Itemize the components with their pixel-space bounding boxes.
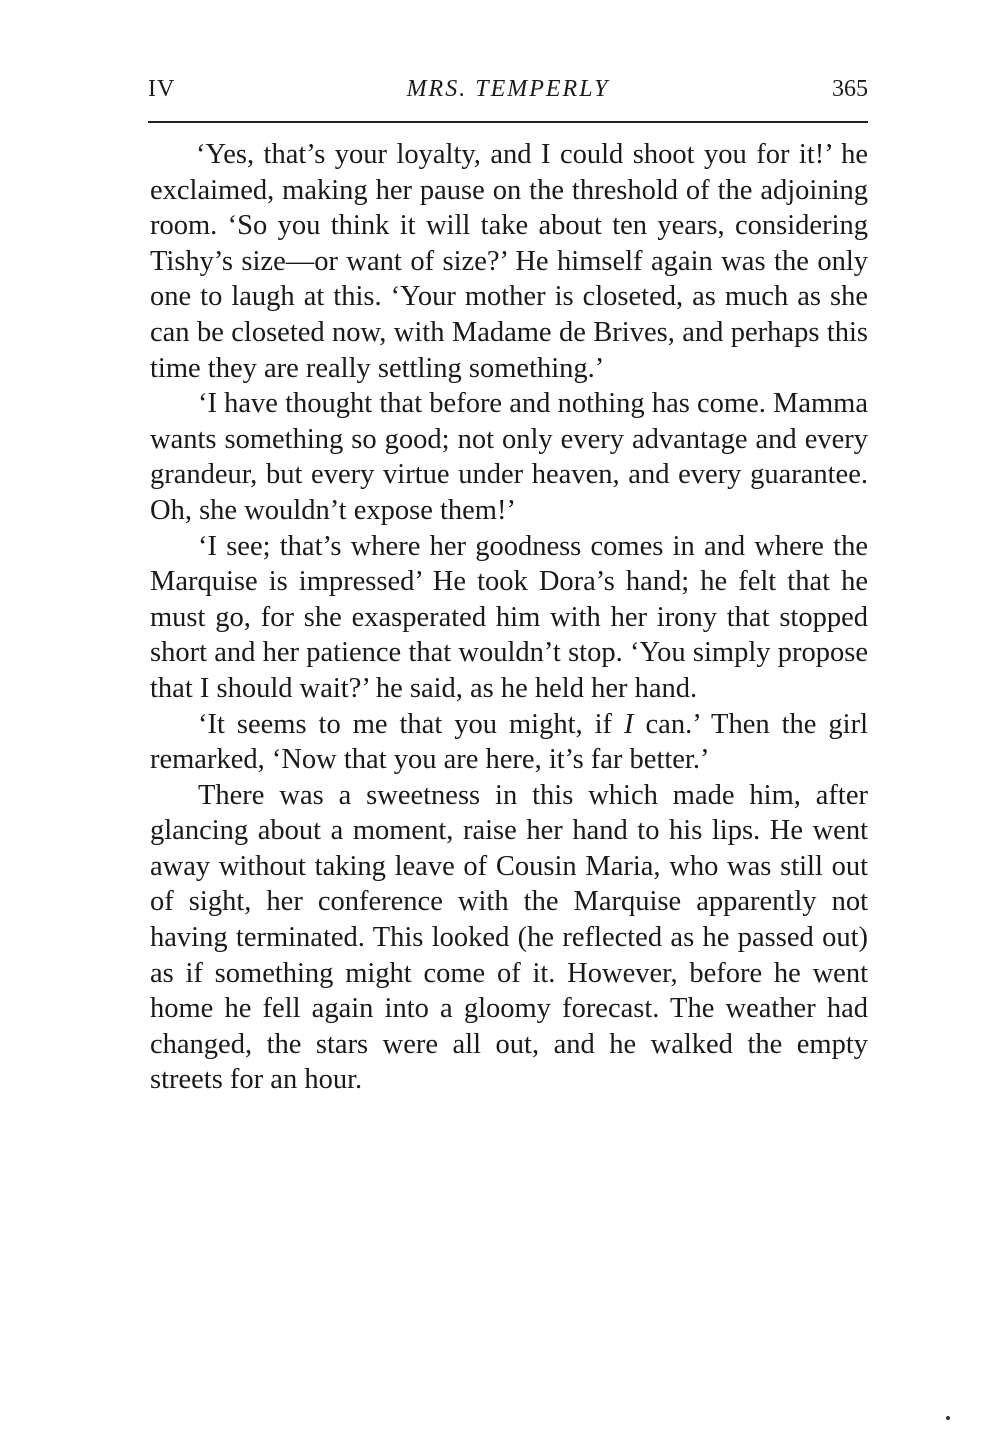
paragraph-5: There was a sweetness in this which made him, after glancing about a moment, raise her hand to his lips. He went away without taking leave of Cousin Maria, who was still out of sight, her conference with the Marquise apparently not having terminated. This looked (he reflected as he passed out) as if something might come of it. However, before he went home he fell again into a gloomy forecast. The weather had changed, the stars were all out, and he walked the empty streets for an hour. bbox=[150, 779, 868, 1096]
page-number: 365 bbox=[832, 76, 868, 102]
paragraph-4 bbox=[150, 707, 868, 778]
paragraph-4-text-b: can.’ Then the girl remarked, ‘Now that you are here, it’s far better.’ bbox=[150, 708, 868, 776]
paragraph-4-emphasis: I bbox=[624, 708, 634, 740]
paragraph-1: ‘Yes, that’s your loyalty, and I could shoot you for it!’ he exclaimed, making her pause on the threshold of the adjoining room. ‘So you think it will take about ten years, considering Tishy’s size—or want of size?’ He himself again was the only one to laugh at this. ‘Your mother is closeted, as much as she can be closeted now, with Madame de Brives, and perhaps this time they are really settling something.’ bbox=[150, 139, 868, 384]
page-header bbox=[148, 76, 868, 106]
scan-speck bbox=[946, 1416, 950, 1420]
header-rule bbox=[148, 121, 868, 123]
running-title: MRS. TEMPERLY bbox=[406, 76, 610, 102]
paragraph-4-text-a: ‘It seems to me that you might, if bbox=[198, 708, 625, 740]
paragraph-2: ‘I have thought that before and nothing has come. Mamma wants something so good; not only every advantage and every grandeur, but every virtue under heaven, and every guarantee. Oh, she wouldn’t expose them!’ bbox=[150, 388, 868, 526]
signature-mark: IV bbox=[148, 76, 176, 102]
body-text bbox=[150, 137, 868, 1098]
paragraph-3: ‘I see; that’s where her goodness comes in and where the Marquise is impressed’ He took Dora’s hand; he felt that he must go, for she exasperated him with her irony that stopped short and her patience that wouldn’t stop. ‘You simply propose that I should wait?’ he said, as he held her hand. bbox=[150, 530, 868, 704]
